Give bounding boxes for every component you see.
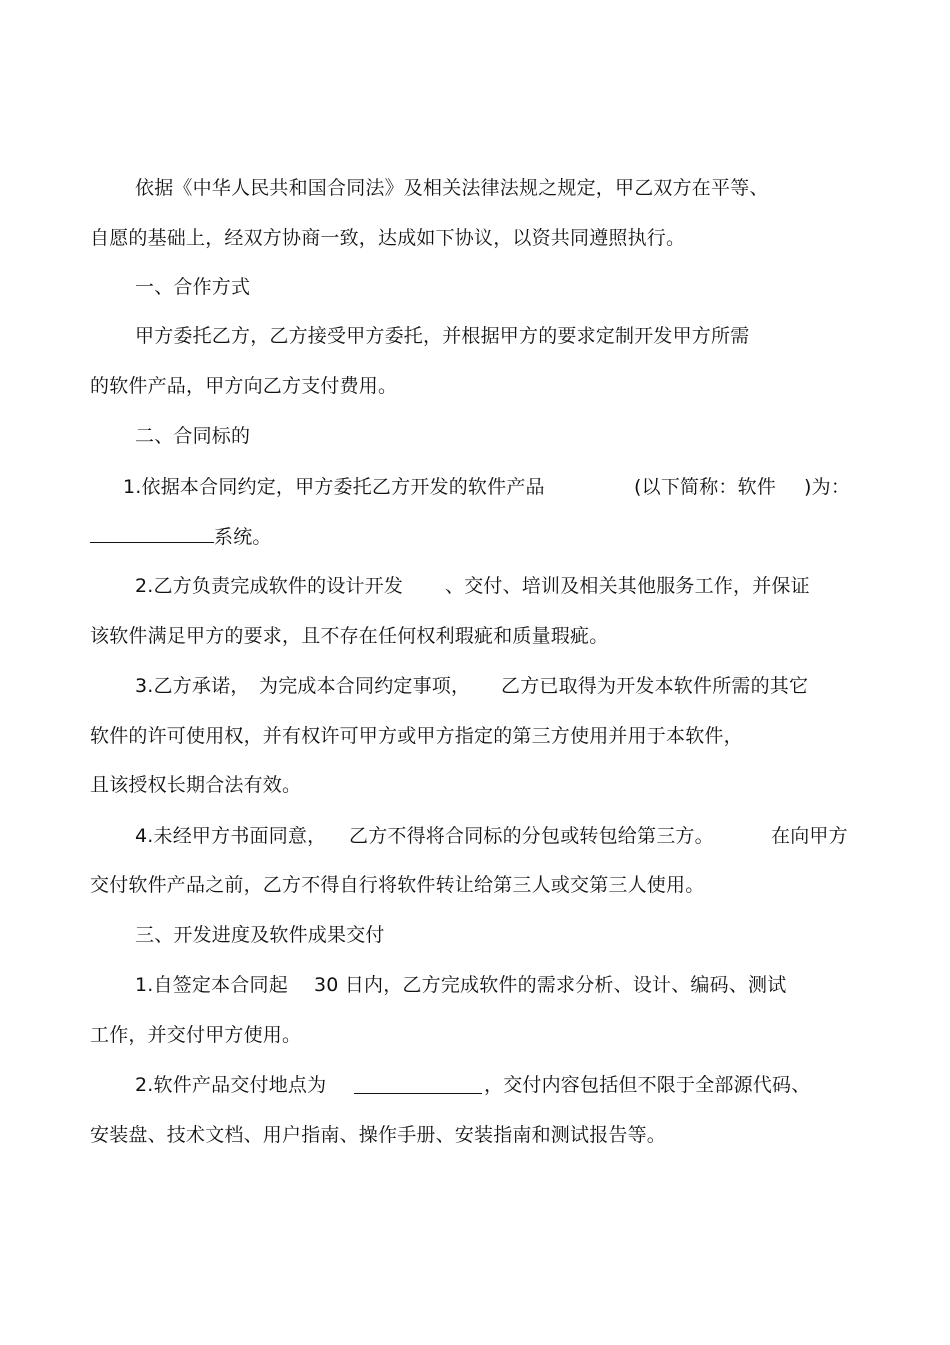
s2-item3-part-a: 3.乙方承诺， <box>135 675 250 697</box>
s2-item4-part-a: 4.未经甲方书面同意， <box>135 825 327 847</box>
s2-item4-part-b: 乙方不得将合同标的分包或转包给第三方。 <box>349 825 714 847</box>
delivery-location-blank[interactable] <box>354 1075 482 1094</box>
s2-item3-line-2: 软件的许可使用权，并有权许可甲方或甲方指定的第三方使用并用于本软件， <box>90 725 743 747</box>
s3-item1-line-2: 工作，并交付甲方使用。 <box>90 1024 302 1046</box>
s2-item2-part-a: 2.乙方负责完成软件的设计开发 <box>135 575 404 597</box>
preamble-line-2: 自愿的基础上，经双方协商一致，达成如下协议，以资共同遵照执行。 <box>90 227 686 249</box>
s3-item2-part-b: ，交付内容包括但不限于全部源代码、 <box>484 1074 811 1096</box>
s2-item1-part-c: )为： <box>804 476 851 498</box>
section-1-paragraph-line-1: 甲方委托乙方，乙方接受甲方委托，并根据甲方的要求定制开发甲方所需 <box>135 325 750 347</box>
section-1-heading: 一、合作方式 <box>135 276 251 298</box>
s3-item1-part-a: 1.自签定本合同起 <box>135 974 288 996</box>
section-3-heading: 三、开发进度及软件成果交付 <box>135 924 385 946</box>
s3-item1-part-b: 30 日内，乙方完成软件的需求分析、设计、编码、测试 <box>314 974 787 996</box>
preamble-line-1: 依据《中华人民共和国合同法》及相关法律法规之规定，甲乙双方在平等、 <box>135 177 769 199</box>
s2-item3-part-b: 为完成本合同约定事项， <box>259 675 471 697</box>
s3-item2-line-2: 安装盘、技术文档、用户指南、操作手册、安装指南和测试报告等。 <box>90 1124 667 1146</box>
s2-item1-part-a: 1.依据本合同约定，甲方委托乙方开发的软件产品 <box>123 476 545 498</box>
s2-item3-line-3: 且该授权长期合法有效。 <box>90 774 302 796</box>
s2-item1-system-label: 系统。 <box>214 526 272 548</box>
s2-item4-part-c: 在向甲方 <box>771 825 848 847</box>
section-2-heading: 二、合同标的 <box>135 425 251 447</box>
s3-item2-part-a: 2.软件产品交付地点为 <box>135 1074 327 1096</box>
system-name-blank[interactable] <box>90 524 214 543</box>
s2-item1-part-b: (以下简称：软件 <box>634 476 777 498</box>
s2-item2-part-b: 、交付、培训及相关其他服务工作，并保证 <box>445 575 810 597</box>
s2-item4-line-2: 交付软件产品之前，乙方不得自行将软件转让给第三人或交第三人使用。 <box>90 874 705 896</box>
section-1-paragraph-line-2: 的软件产品，甲方向乙方支付费用。 <box>90 375 398 397</box>
s2-item2-line-2: 该软件满足甲方的要求，且不存在任何权利瑕疵和质量瑕疵。 <box>90 625 609 647</box>
s2-item1-line-2 <box>90 524 272 549</box>
s2-item3-part-c: 乙方已取得为开发本软件所需的其它 <box>501 675 809 697</box>
